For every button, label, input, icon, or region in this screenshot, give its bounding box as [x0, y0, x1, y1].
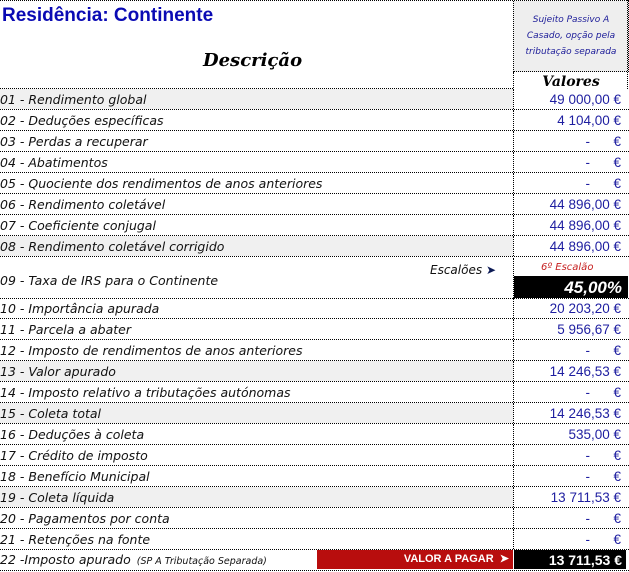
empty-dash: -: [585, 448, 590, 463]
row-value[interactable]: [513, 340, 628, 360]
label-cell: [0, 382, 513, 402]
table-row: [0, 89, 629, 110]
label-cell: [0, 319, 513, 339]
escaloes-label: [430, 263, 496, 277]
row-label: 02 - Deduções específicas: [0, 113, 164, 128]
row-label: 11 - Parcela a abater: [0, 322, 131, 337]
row-label: 12 - Imposto de rendimentos de anos anteriores: [0, 343, 303, 358]
table-row: [0, 215, 629, 236]
row-value[interactable]: [513, 529, 628, 549]
escalao-value[interactable]: 6º Escalão: [541, 262, 594, 273]
table-row: [0, 340, 629, 361]
empty-dash: -: [585, 134, 590, 149]
arrow-right-icon: ➤: [499, 553, 509, 565]
label-cell: [0, 340, 513, 360]
arrow-right-icon: ➤: [485, 263, 496, 277]
empty-dash: -: [585, 385, 590, 400]
row-value[interactable]: [513, 466, 628, 486]
pay-amount-value: 13 711,53 €: [514, 550, 626, 569]
table-row: [0, 403, 629, 424]
row-value[interactable]: 14 246,53 €: [513, 403, 628, 423]
row-value[interactable]: 535,00 €: [513, 424, 628, 444]
euro-icon: €: [613, 155, 621, 170]
row-label: 20 - Pagamentos por conta: [0, 511, 170, 526]
right-border: [627, 0, 628, 89]
row-label: 04 - Abatimentos: [0, 155, 108, 170]
label-cell: [0, 236, 513, 256]
euro-icon: €: [613, 176, 621, 191]
label-cell: [0, 424, 513, 444]
euro-icon: €: [613, 343, 621, 358]
escaloes-text: Escalões: [430, 263, 483, 277]
label-cell: [0, 403, 513, 423]
table-row: [0, 445, 629, 466]
table-row: [0, 466, 629, 487]
label-cell: [0, 152, 513, 172]
label-cell: [0, 298, 513, 318]
table-row: [0, 382, 629, 403]
row-value[interactable]: 44 896,00 €: [513, 194, 628, 214]
row-label: 15 - Coleta total: [0, 406, 102, 421]
page-title: Residência: Continente: [2, 5, 214, 26]
row-value[interactable]: 5 956,67 €: [513, 319, 628, 339]
values-heading: Valores: [513, 72, 628, 90]
label-cell: [0, 89, 513, 109]
label-cell: [0, 487, 513, 507]
table-row: [0, 508, 629, 529]
row-label: 14 - Imposto relativo a tributações autónomas: [0, 385, 291, 400]
euro-icon: €: [613, 134, 621, 149]
row-label: 08 - Rendimento coletável corrigido: [0, 239, 225, 254]
pay-amount-button[interactable]: [317, 550, 513, 569]
final-label: 22 -Imposto apurado: [0, 552, 131, 567]
table-row: [0, 424, 629, 445]
row-label: 13 - Valor apurado: [0, 364, 116, 379]
row-label: 16 - Deduções à coleta: [0, 427, 145, 442]
euro-icon: €: [613, 448, 621, 463]
row-label: 21 - Retenções na fonte: [0, 532, 151, 547]
row-value[interactable]: 44 896,00 €: [513, 215, 628, 235]
empty-dash: -: [585, 155, 590, 170]
table-row: [0, 194, 629, 215]
row-value[interactable]: 49 000,00 €: [513, 89, 628, 109]
description-heading: Descrição: [203, 50, 303, 71]
tax-rate-value: 45,00%: [514, 276, 628, 298]
table-row: [0, 298, 629, 319]
label-cell: [0, 215, 513, 235]
row-label: 19 - Coleta líquida: [0, 490, 115, 505]
row-label: 10 - Importância apurada: [0, 301, 160, 316]
row-value[interactable]: [513, 382, 628, 402]
label-cell: [0, 508, 513, 528]
row-value[interactable]: 14 246,53 €: [513, 361, 628, 381]
empty-dash: -: [585, 532, 590, 547]
label-cell: [0, 194, 513, 214]
row-value[interactable]: 20 203,20 €: [513, 298, 628, 318]
table-row: [0, 236, 629, 257]
euro-icon: €: [613, 511, 621, 526]
row-value[interactable]: [513, 173, 628, 193]
label-cell: [0, 529, 513, 549]
empty-dash: -: [585, 343, 590, 358]
empty-dash: -: [585, 511, 590, 526]
row-value[interactable]: 44 896,00 €: [513, 236, 628, 256]
row-label: 03 - Perdas a recuperar: [0, 134, 148, 149]
table-row: [0, 173, 629, 194]
row-label: [0, 549, 267, 572]
row-label: 07 - Coeficiente conjugal: [0, 218, 156, 233]
pay-label: VALOR A PAGAR: [403, 553, 494, 565]
euro-icon: €: [613, 385, 621, 400]
table-row: [0, 152, 629, 173]
row-label: 09 - Taxa de IRS para o Continente: [0, 273, 219, 288]
label-cell: [0, 445, 513, 465]
table-row: [0, 361, 629, 382]
taxpayer-note: Sujeito Passivo A Casado, opção pela tributação separada: [513, 1, 629, 72]
row-label: 06 - Rendimento coletável: [0, 197, 166, 212]
euro-icon: €: [613, 469, 621, 484]
final-row: [0, 549, 629, 571]
final-sublabel: (SP A Tributação Separada): [136, 556, 267, 567]
label-cell: [0, 110, 513, 130]
row-value[interactable]: 13 711,53 €: [513, 487, 628, 507]
empty-dash: -: [585, 469, 590, 484]
row-value[interactable]: [513, 131, 628, 151]
row-value[interactable]: 4 104,00 €: [513, 110, 628, 130]
label-cell: [0, 361, 513, 381]
table-row: [0, 487, 629, 508]
row-value[interactable]: [513, 152, 628, 172]
empty-dash: -: [585, 176, 590, 191]
label-cell: [0, 466, 513, 486]
label-cell: [0, 131, 513, 151]
euro-icon: €: [613, 532, 621, 547]
row-label: 18 - Benefício Municipal: [0, 469, 150, 484]
row-label: 05 - Quociente dos rendimentos de anos anteriores: [0, 176, 323, 191]
table-row: [0, 529, 629, 550]
row-value[interactable]: [513, 508, 628, 528]
table-row: [0, 110, 629, 131]
label-cell: [0, 173, 513, 193]
row-label: 01 - Rendimento global: [0, 92, 147, 107]
row-label: 17 - Crédito de imposto: [0, 448, 148, 463]
row-value[interactable]: [513, 445, 628, 465]
table-row: [0, 131, 629, 152]
table-row: [0, 319, 629, 340]
